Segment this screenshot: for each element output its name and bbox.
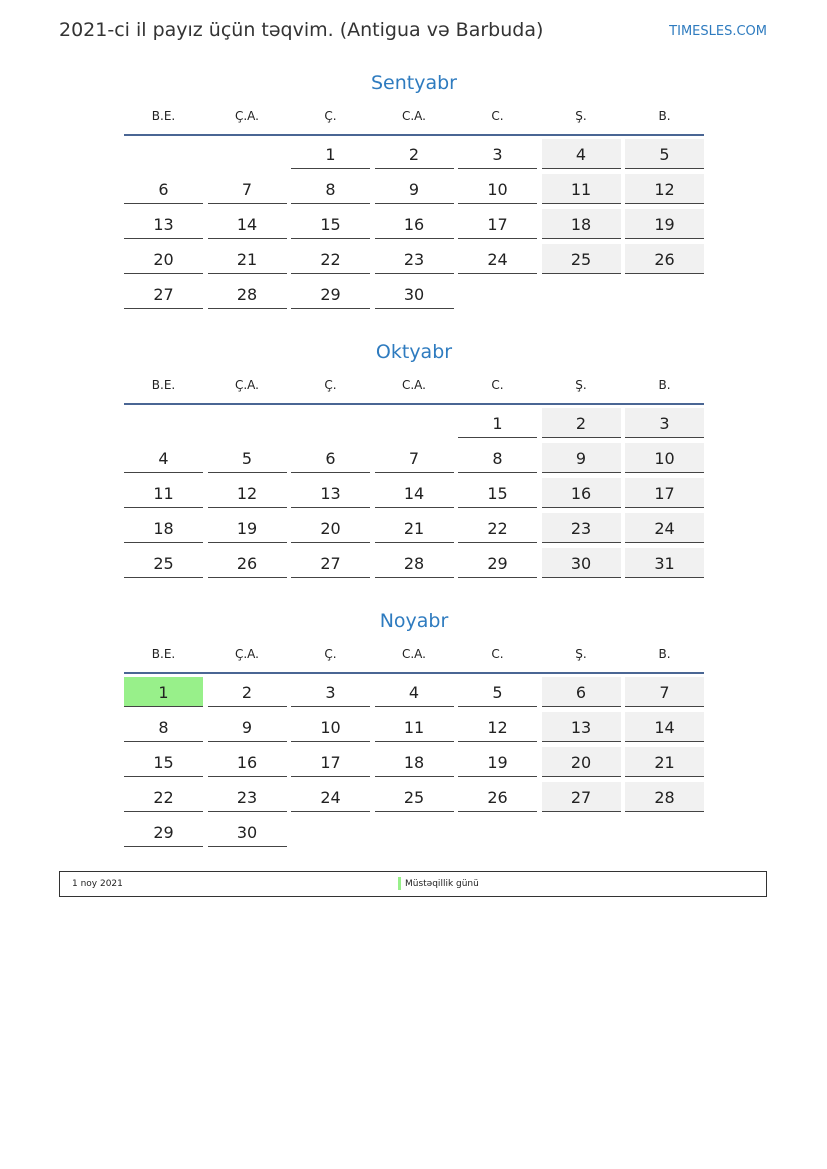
day-cell: 9 — [542, 443, 621, 473]
month-october — [124, 337, 704, 578]
day-cell: 21 — [208, 244, 287, 274]
day-cell: 15 — [124, 747, 203, 777]
day-cell: 5 — [208, 443, 287, 473]
weekday-label: Ş. — [575, 378, 587, 392]
day-cell: 6 — [124, 174, 203, 204]
weekday-label: B. — [658, 109, 671, 123]
day-cell: 25 — [542, 244, 621, 274]
day-cell: 22 — [124, 782, 203, 812]
empty-day-cell — [542, 817, 621, 846]
days-grid — [124, 677, 704, 847]
day-cell: 21 — [625, 747, 704, 777]
day-cell: 8 — [124, 712, 203, 742]
weekday-label: C. — [491, 109, 504, 123]
day-cell: 3 — [625, 408, 704, 438]
day-cell: 4 — [375, 677, 454, 707]
day-cell: 30 — [208, 817, 287, 847]
day-cell: 9 — [208, 712, 287, 742]
day-cell: 23 — [208, 782, 287, 812]
day-cell: 19 — [208, 513, 287, 543]
days-grid — [124, 408, 704, 578]
day-cell: 18 — [375, 747, 454, 777]
month-november — [124, 606, 704, 847]
weekday-label: Ş. — [575, 109, 587, 123]
weekday-label: Ç. — [324, 647, 337, 661]
day-cell: 20 — [542, 747, 621, 777]
weekday-label: Ş. — [575, 647, 587, 661]
day-cell: 27 — [542, 782, 621, 812]
empty-day-cell — [124, 139, 203, 168]
weekday-label: Ç.A. — [234, 647, 259, 661]
day-cell: 25 — [375, 782, 454, 812]
weekday-label: B. — [658, 647, 671, 661]
weekday-header — [124, 98, 704, 136]
weekday-label: C.A. — [401, 378, 426, 392]
day-cell: 1 — [458, 408, 537, 438]
day-cell: 26 — [625, 244, 704, 274]
day-cell: 12 — [458, 712, 537, 742]
day-cell: 3 — [291, 677, 370, 707]
day-cell: 10 — [458, 174, 537, 204]
day-cell: 29 — [458, 548, 537, 578]
day-cell: 23 — [375, 244, 454, 274]
day-cell: 11 — [124, 478, 203, 508]
month-title: Sentyabr — [370, 72, 457, 94]
day-cell: 20 — [291, 513, 370, 543]
day-cell: 16 — [208, 747, 287, 777]
day-cell: 25 — [124, 548, 203, 578]
empty-day-cell — [625, 279, 704, 308]
empty-day-cell — [542, 279, 621, 308]
day-cell: 16 — [375, 209, 454, 239]
day-cell: 29 — [124, 817, 203, 847]
empty-day-cell — [458, 817, 537, 846]
weekday-label: B.E. — [151, 109, 176, 123]
day-cell: 21 — [375, 513, 454, 543]
day-cell: 6 — [542, 677, 621, 707]
day-cell: 10 — [291, 712, 370, 742]
day-cell: 2 — [375, 139, 454, 169]
legend-date: 1 noy 2021 — [72, 879, 123, 889]
day-cell: 28 — [625, 782, 704, 812]
day-cell: 23 — [542, 513, 621, 543]
day-cell: 13 — [291, 478, 370, 508]
page-title: 2021-ci il payız üçün təqvim. (Antigua və Barbuda) — [59, 19, 544, 41]
day-cell: 2 — [208, 677, 287, 707]
day-cell: 2 — [542, 408, 621, 438]
month-title: Noyabr — [379, 610, 449, 632]
day-cell: 22 — [458, 513, 537, 543]
day-cell: 27 — [291, 548, 370, 578]
day-cell: 10 — [625, 443, 704, 473]
day-cell: 24 — [291, 782, 370, 812]
day-cell: 7 — [375, 443, 454, 473]
weekday-header — [124, 367, 704, 405]
days-grid — [124, 139, 704, 309]
day-cell: 26 — [208, 548, 287, 578]
day-cell: 20 — [124, 244, 203, 274]
holiday-day-cell: 1 — [124, 677, 203, 707]
empty-day-cell — [458, 279, 537, 308]
day-cell: 28 — [375, 548, 454, 578]
day-cell: 7 — [625, 677, 704, 707]
site-link[interactable]: TIMESLES.COM — [669, 24, 767, 39]
day-cell: 12 — [208, 478, 287, 508]
day-cell: 27 — [124, 279, 203, 309]
day-cell: 13 — [124, 209, 203, 239]
day-cell: 4 — [542, 139, 621, 169]
day-cell: 15 — [458, 478, 537, 508]
weekday-label: C.A. — [401, 647, 426, 661]
day-cell: 26 — [458, 782, 537, 812]
day-cell: 24 — [458, 244, 537, 274]
weekday-label: B. — [658, 378, 671, 392]
day-cell: 17 — [458, 209, 537, 239]
day-cell: 18 — [542, 209, 621, 239]
day-cell: 31 — [625, 548, 704, 578]
weekday-label: Ç.A. — [234, 109, 259, 123]
day-cell: 8 — [458, 443, 537, 473]
empty-day-cell — [291, 408, 370, 437]
month-september — [124, 68, 704, 309]
weekday-label: Ç.A. — [234, 378, 259, 392]
day-cell: 30 — [375, 279, 454, 309]
weekday-label: C. — [491, 378, 504, 392]
day-cell: 30 — [542, 548, 621, 578]
day-cell: 15 — [291, 209, 370, 239]
weekday-label: B.E. — [151, 647, 176, 661]
day-cell: 7 — [208, 174, 287, 204]
day-cell: 13 — [542, 712, 621, 742]
day-cell: 4 — [124, 443, 203, 473]
day-cell: 18 — [124, 513, 203, 543]
day-cell: 1 — [291, 139, 370, 169]
day-cell: 6 — [291, 443, 370, 473]
day-cell: 28 — [208, 279, 287, 309]
weekday-label: C.A. — [401, 109, 426, 123]
day-cell: 17 — [291, 747, 370, 777]
day-cell: 17 — [625, 478, 704, 508]
weekday-label: B.E. — [151, 378, 176, 392]
empty-day-cell — [625, 817, 704, 846]
legend-color-marker — [398, 877, 401, 890]
day-cell: 14 — [375, 478, 454, 508]
weekday-label: Ç. — [324, 109, 337, 123]
day-cell: 24 — [625, 513, 704, 543]
day-cell: 3 — [458, 139, 537, 169]
day-cell: 5 — [625, 139, 704, 169]
day-cell: 19 — [625, 209, 704, 239]
month-title: Oktyabr — [375, 341, 453, 363]
day-cell: 8 — [291, 174, 370, 204]
empty-day-cell — [208, 139, 287, 168]
day-cell: 12 — [625, 174, 704, 204]
empty-day-cell — [375, 817, 454, 846]
day-cell: 19 — [458, 747, 537, 777]
day-cell: 16 — [542, 478, 621, 508]
empty-day-cell — [291, 817, 370, 846]
weekday-header — [124, 636, 704, 674]
weekday-label: C. — [491, 647, 504, 661]
holiday-legend — [59, 871, 767, 897]
day-cell: 29 — [291, 279, 370, 309]
day-cell: 14 — [208, 209, 287, 239]
day-cell: 9 — [375, 174, 454, 204]
day-cell: 5 — [458, 677, 537, 707]
day-cell: 11 — [375, 712, 454, 742]
empty-day-cell — [124, 408, 203, 437]
legend-label: Müstəqillik günü — [405, 879, 479, 889]
empty-day-cell — [375, 408, 454, 437]
day-cell: 11 — [542, 174, 621, 204]
weekday-label: Ç. — [324, 378, 337, 392]
day-cell: 22 — [291, 244, 370, 274]
day-cell: 14 — [625, 712, 704, 742]
empty-day-cell — [208, 408, 287, 437]
